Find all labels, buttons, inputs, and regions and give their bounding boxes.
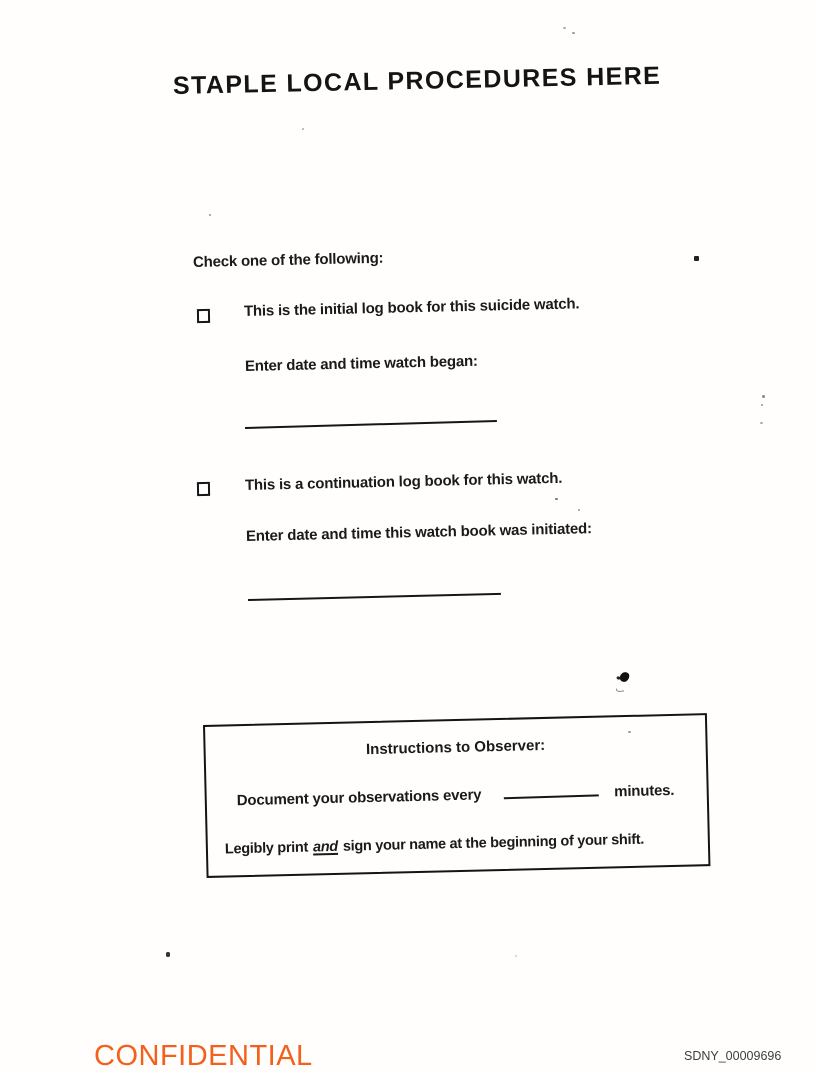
pen-mark-artifact [616,687,624,692]
initial-log-book-label: This is the initial log book for this suicide watch. [243,295,580,320]
date-time-initiated-label: Enter date and time this watch book was initiated: [245,520,593,545]
scan-speck [555,498,558,500]
scan-speck [761,404,763,406]
minutes-blank-field[interactable] [503,784,598,799]
scan-speck [572,32,575,34]
scan-speck [166,952,170,957]
scan-speck [760,422,763,424]
checkbox-initial-log-book[interactable] [197,309,210,323]
page-title: STAPLE LOCAL PROCEDURES HERE [172,61,662,100]
date-time-initiated-field-line[interactable] [248,593,501,601]
ink-blot-artifact [619,671,630,683]
observation-interval-line [237,782,675,809]
scan-speck [302,128,304,130]
date-time-began-field-line[interactable] [245,420,497,429]
signature-instruction-prefix: Legibly print [224,839,309,858]
scan-speck [563,27,566,29]
instructions-title: Instructions to Observer: [365,736,546,759]
emphasized-and: and [312,838,339,856]
observation-interval-suffix: minutes. [614,781,675,801]
date-time-began-label: Enter date and time watch began: [244,352,478,375]
checkbox-continuation-log-book[interactable] [197,482,210,496]
scan-speck [694,256,699,261]
instructions-box [203,713,710,878]
bates-number: SDNY_00009696 [684,1049,782,1063]
signature-instruction-suffix: sign your name at the beginning of your shift. [342,831,645,855]
check-one-prompt: Check one of the following: [192,249,384,271]
scan-speck [628,731,631,733]
scan-speck [578,509,580,511]
observation-interval-prefix: Document your observations every [236,786,482,810]
scan-speck [762,395,765,398]
continuation-log-book-label: This is a continuation log book for this watch. [244,469,563,494]
signature-instruction-line [225,832,644,858]
confidential-stamp: CONFIDENTIAL [94,1040,313,1072]
scan-speck [515,955,517,957]
scan-speck [209,214,211,216]
